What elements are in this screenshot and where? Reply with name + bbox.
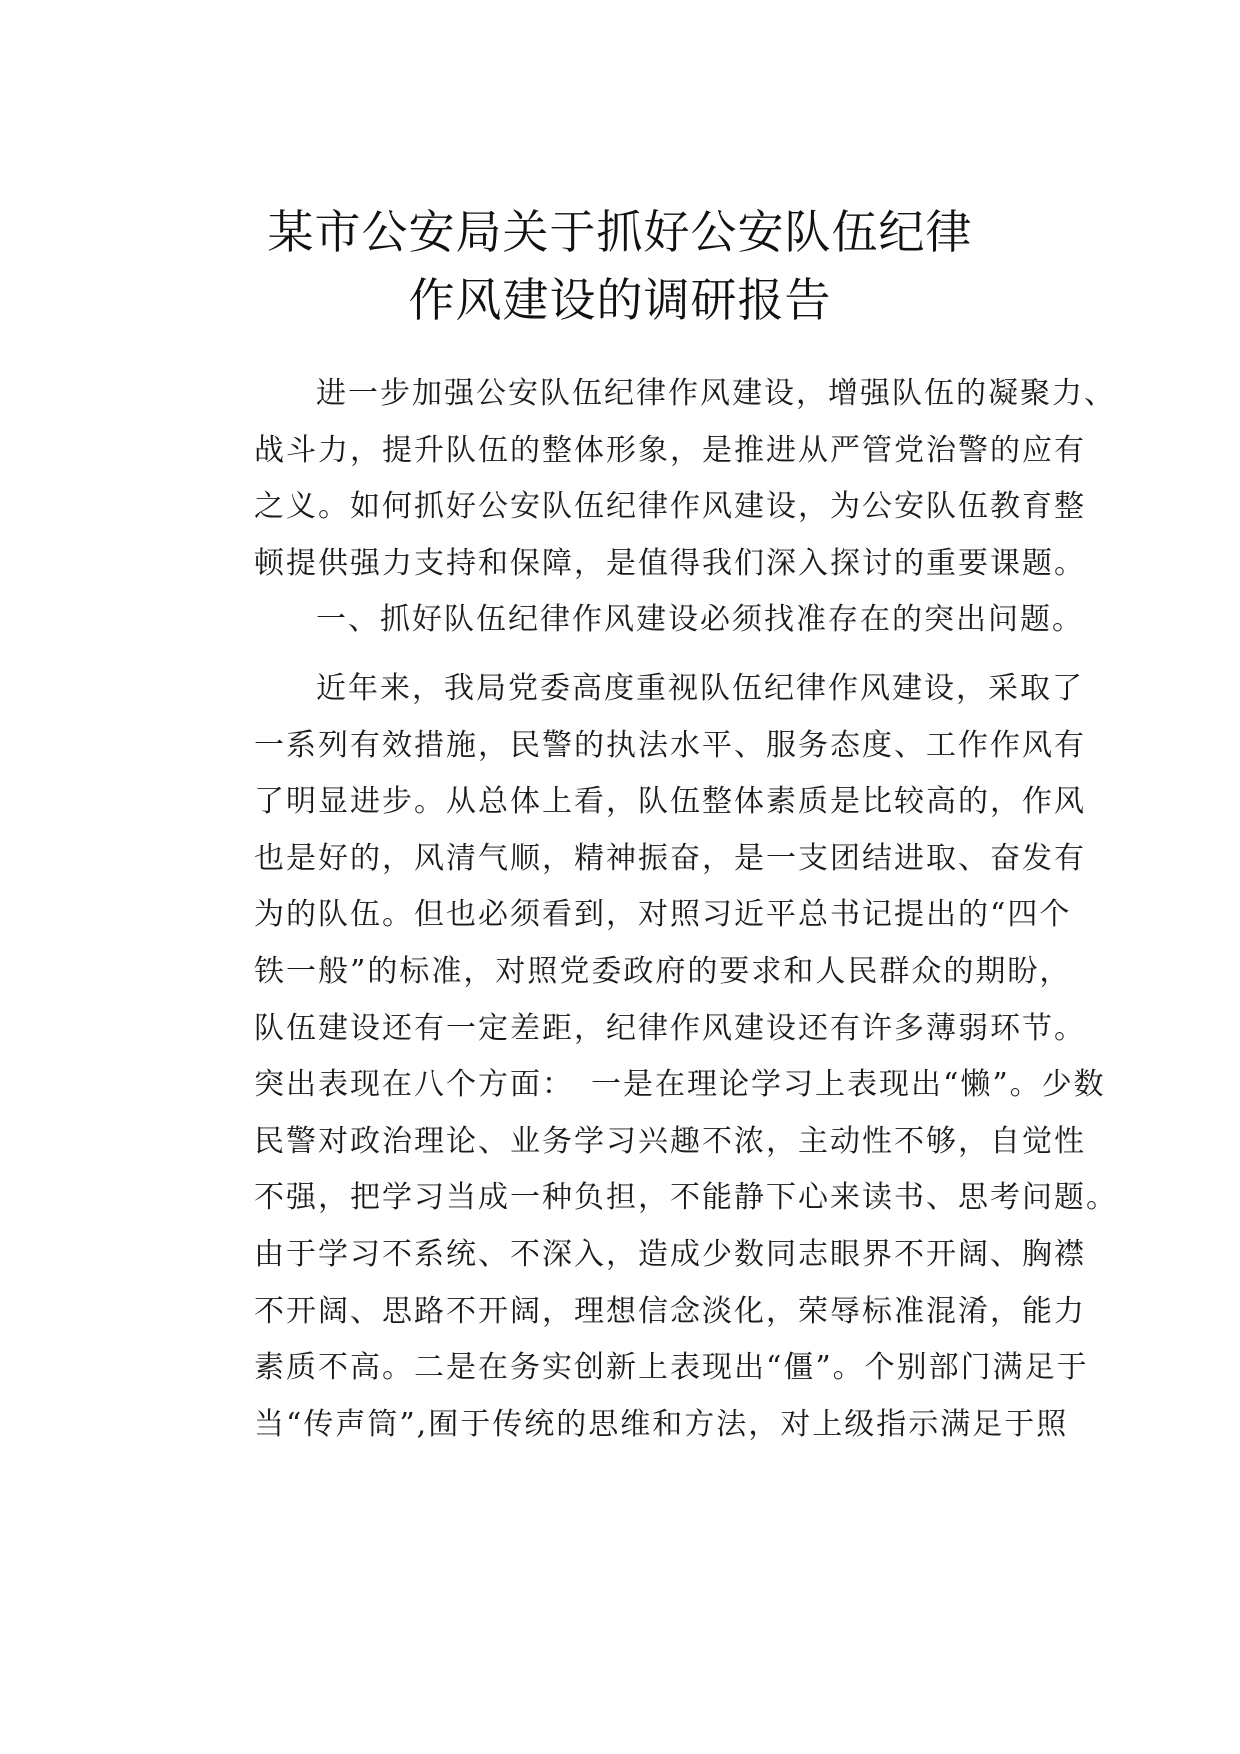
section-heading — [192, 592, 1084, 649]
text-line: 不开阔、思路不开阔，理想信念淡化，荣辱标准混淆，能力 — [254, 1293, 1086, 1329]
text-line: 当“传声筒”,囿于传统的思维和方法，对上级指示满足于照 — [254, 1406, 1069, 1442]
text-line: 不强，把学习当成一种负担，不能静下心来读书、思考问题。 — [254, 1180, 1118, 1216]
text-line: 一系列有效措施，民警的执法水平、服务态度、工作作风有 — [254, 727, 1086, 763]
text-line: 进一步加强公安队伍纪律作风建设，增强队伍的凝聚力、 — [316, 376, 1116, 411]
text-line: 之义。如何抓好公安队伍纪律作风建设，为公安队伍教育整 — [254, 489, 1086, 525]
text-line: 也是好的，风清气顺，精神振奋，是一支团结进取、奋发有 — [254, 840, 1086, 876]
text-line: 一、抓好队伍纪律作风建设必须找准存在的突出问题。 — [316, 602, 1084, 638]
text-line: 顿提供强力支持和保障，是值得我们深入探讨的重要课题。 — [254, 545, 1086, 581]
text-line: 由于学习不系统、不深入，造成少数同志眼界不开阔、胸襟 — [254, 1236, 1086, 1272]
title-line-2: 作风建设的调研报告 — [408, 273, 832, 327]
text-line: 为的队伍。但也必须看到，对照习近平总书记提出的“四个 — [254, 897, 1072, 933]
text-line: 突出表现在八个方面： 一是在理论学习上表现出“懒”。少数 — [254, 1067, 1106, 1103]
text-line: 了明显进步。从总体上看，队伍整体素质是比较高的，作风 — [254, 784, 1086, 820]
text-line: 民警对政治理论、业务学习兴趣不浓，主动性不够，自觉性 — [254, 1123, 1086, 1159]
text-line: 队伍建设还有一定差距，纪律作风建设还有许多薄弱环节。 — [254, 1010, 1086, 1046]
body-paragraph — [192, 661, 1118, 1453]
title-line-1: 某市公安局关于抓好公安队伍纪律 — [267, 205, 973, 259]
document-body — [192, 366, 1118, 1453]
text-line: 战斗力，提升队伍的整体形象，是推进从严管党治警的应有 — [254, 432, 1086, 468]
document-title — [190, 198, 1050, 334]
text-line: 素质不高。二是在务实创新上表现出“僵”。个别部门满足于 — [254, 1350, 1089, 1386]
text-line: 铁一般”的标准，对照党委政府的要求和人民群众的期盼， — [254, 953, 1072, 989]
text-line: 近年来，我局党委高度重视队伍纪律作风建设，采取了 — [316, 670, 1084, 706]
intro-paragraph — [192, 366, 1116, 592]
